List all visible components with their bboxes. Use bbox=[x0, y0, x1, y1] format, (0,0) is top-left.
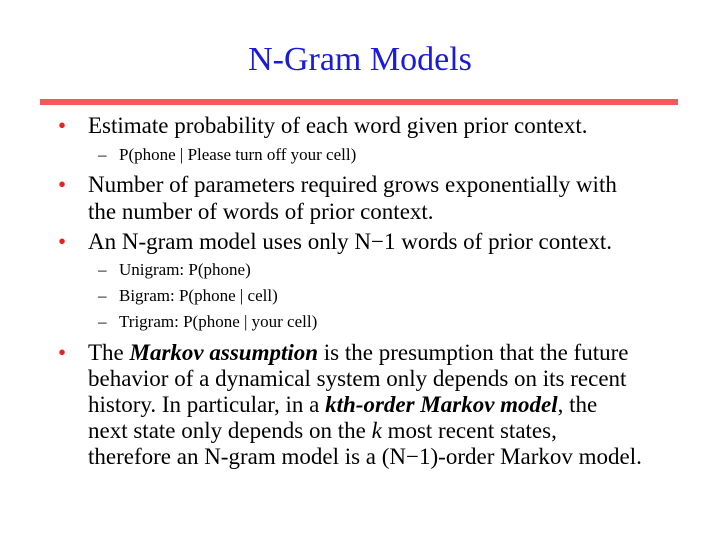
title-divider bbox=[40, 99, 678, 105]
dash-marker: – bbox=[98, 260, 107, 279]
bullet-3-sub-1: Unigram: P(phone) bbox=[119, 260, 251, 279]
bullet-2-line-1: Number of parameters required grows exponentially with bbox=[88, 172, 617, 197]
bullet-marker: • bbox=[58, 113, 67, 138]
var-k: k bbox=[371, 418, 382, 443]
text-run: , the bbox=[557, 392, 598, 417]
bullet-3-sub-3: Trigram: P(phone | your cell) bbox=[119, 312, 318, 331]
bullet-marker: • bbox=[58, 229, 67, 254]
term-markov-assumption: Markov assumption bbox=[129, 340, 319, 365]
dash-marker: – bbox=[98, 312, 107, 331]
text-run: most recent states, bbox=[381, 418, 557, 443]
dash-marker: – bbox=[98, 145, 107, 164]
bullet-marker: • bbox=[58, 172, 67, 197]
bullet-1-text: Estimate probability of each word given prior context. bbox=[88, 113, 588, 138]
bullet-4-line-5: therefore an N-gram model is a (N−1)-order Markov model. bbox=[88, 444, 642, 469]
bullet-4-line-1 bbox=[88, 340, 628, 366]
text-run: The bbox=[88, 340, 130, 365]
text-run: history. In particular, in a bbox=[88, 392, 326, 417]
bullet-1-sub-1: P(phone | Please turn off your cell) bbox=[119, 145, 357, 164]
bullet-3-text: An N-gram model uses only N−1 words of prior context. bbox=[88, 229, 612, 254]
bullet-marker: • bbox=[58, 340, 67, 365]
bullet-2-line-2: the number of words of prior context. bbox=[88, 199, 434, 224]
bullet-4-line-2: behavior of a dynamical system only depends on its recent bbox=[88, 366, 627, 391]
text-run: next state only depends on the bbox=[88, 418, 372, 443]
text-run: is the presumption that the future bbox=[318, 340, 629, 365]
bullet-4-line-3 bbox=[88, 392, 597, 418]
bullet-3-sub-2: Bigram: P(phone | cell) bbox=[119, 286, 278, 305]
term-kth-order-markov-model: kth-order Markov model bbox=[325, 392, 558, 417]
bullet-4-line-4 bbox=[88, 418, 557, 444]
slide-title: N-Gram Models bbox=[248, 41, 472, 78]
dash-marker: – bbox=[98, 286, 107, 305]
